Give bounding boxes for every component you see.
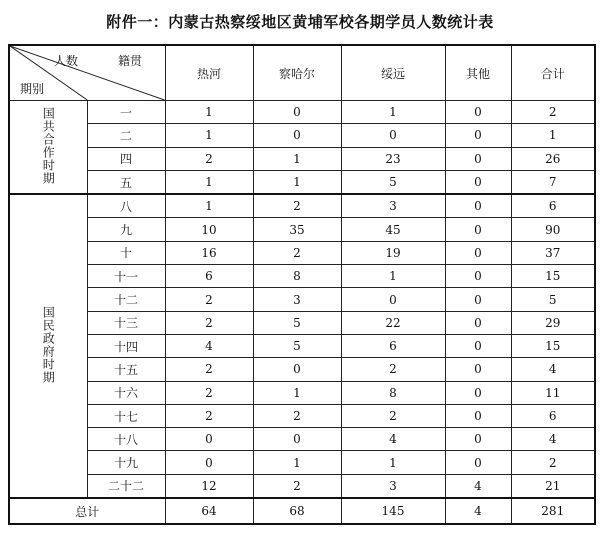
value-cell-chahar: 5 — [253, 311, 341, 334]
value-cell-chahar: 0 — [253, 124, 341, 147]
term-cell: 十六 — [87, 381, 165, 404]
value-cell-other: 0 — [445, 451, 511, 474]
value-cell-chahar: 1 — [253, 451, 341, 474]
value-cell-total: 29 — [511, 311, 595, 334]
value-cell-rehe: 2 — [165, 358, 253, 381]
value-cell-other: 0 — [445, 194, 511, 218]
value-cell-chahar: 2 — [253, 241, 341, 264]
value-cell-rehe: 2 — [165, 147, 253, 170]
value-cell-rehe: 2 — [165, 311, 253, 334]
term-cell: 十五 — [87, 358, 165, 381]
table-row — [9, 241, 595, 264]
value-cell-rehe: 4 — [165, 334, 253, 357]
total-cell-total: 281 — [511, 498, 595, 524]
value-cell-rehe: 6 — [165, 265, 253, 288]
value-cell-suiyuan: 23 — [341, 147, 445, 170]
table-row — [9, 101, 595, 124]
table-row — [9, 404, 595, 427]
value-cell-total: 5 — [511, 288, 595, 311]
value-cell-chahar: 0 — [253, 428, 341, 451]
corner-label-origin: 籍贯 — [118, 54, 143, 68]
table-row — [9, 170, 595, 194]
value-cell-chahar: 5 — [253, 334, 341, 357]
value-cell-suiyuan: 3 — [341, 474, 445, 498]
period-label: 国共合作时期 — [41, 106, 56, 185]
table-row — [9, 381, 595, 404]
term-cell: 九 — [87, 218, 165, 241]
value-cell-chahar: 0 — [253, 101, 341, 124]
value-cell-chahar: 2 — [253, 194, 341, 218]
column-header-other: 其他 — [445, 45, 511, 101]
value-cell-suiyuan: 2 — [341, 404, 445, 427]
term-cell: 二十二 — [87, 474, 165, 498]
value-cell-total: 6 — [511, 404, 595, 427]
value-cell-other: 0 — [445, 241, 511, 264]
value-cell-other: 0 — [445, 147, 511, 170]
value-cell-total: 26 — [511, 147, 595, 170]
value-cell-suiyuan: 1 — [341, 265, 445, 288]
table-row — [9, 334, 595, 357]
term-cell: 十 — [87, 241, 165, 264]
value-cell-other: 0 — [445, 404, 511, 427]
value-cell-total: 21 — [511, 474, 595, 498]
value-cell-suiyuan: 22 — [341, 311, 445, 334]
value-cell-suiyuan: 19 — [341, 241, 445, 264]
table-row — [9, 474, 595, 498]
term-cell: 十二 — [87, 288, 165, 311]
value-cell-total: 90 — [511, 218, 595, 241]
table-title: 附件一：内蒙古热察绥地区黄埔军校各期学员人数统计表 — [106, 13, 494, 31]
value-cell-suiyuan: 1 — [341, 451, 445, 474]
table-row — [9, 288, 595, 311]
term-cell: 二 — [87, 124, 165, 147]
value-cell-chahar: 3 — [253, 288, 341, 311]
value-cell-suiyuan: 0 — [341, 124, 445, 147]
column-header-suiyuan: 绥远 — [341, 45, 445, 101]
value-cell-total: 1 — [511, 124, 595, 147]
value-cell-total: 11 — [511, 381, 595, 404]
table-row — [9, 218, 595, 241]
value-cell-chahar: 0 — [253, 358, 341, 381]
value-cell-suiyuan: 8 — [341, 381, 445, 404]
corner-label-period: 期别 — [20, 82, 45, 96]
table-body — [9, 101, 595, 525]
value-cell-chahar: 1 — [253, 381, 341, 404]
value-cell-rehe: 2 — [165, 381, 253, 404]
total-cell-rehe: 64 — [165, 498, 253, 524]
value-cell-chahar: 2 — [253, 474, 341, 498]
value-cell-total: 15 — [511, 265, 595, 288]
value-cell-suiyuan: 6 — [341, 334, 445, 357]
total-cell-suiyuan: 145 — [341, 498, 445, 524]
value-cell-chahar: 1 — [253, 147, 341, 170]
value-cell-total: 15 — [511, 334, 595, 357]
value-cell-rehe: 12 — [165, 474, 253, 498]
value-cell-other: 0 — [445, 381, 511, 404]
term-cell: 八 — [87, 194, 165, 218]
term-cell: 十九 — [87, 451, 165, 474]
term-cell: 五 — [87, 170, 165, 194]
header-row — [9, 45, 595, 101]
value-cell-other: 0 — [445, 428, 511, 451]
header-corner-cell — [9, 45, 165, 101]
value-cell-other: 0 — [445, 101, 511, 124]
table-row — [9, 358, 595, 381]
term-cell: 十七 — [87, 404, 165, 427]
total-cell-other: 4 — [445, 498, 511, 524]
period-label: 国民政府时期 — [41, 305, 56, 384]
value-cell-suiyuan: 45 — [341, 218, 445, 241]
total-label: 总计 — [9, 498, 165, 524]
value-cell-other: 0 — [445, 288, 511, 311]
table-row — [9, 147, 595, 170]
value-cell-rehe: 0 — [165, 428, 253, 451]
table-row — [9, 311, 595, 334]
value-cell-suiyuan: 0 — [341, 288, 445, 311]
value-cell-chahar: 1 — [253, 170, 341, 194]
period-cell — [9, 101, 87, 195]
total-row — [9, 498, 595, 524]
value-cell-total: 7 — [511, 170, 595, 194]
value-cell-rehe: 2 — [165, 288, 253, 311]
value-cell-total: 4 — [511, 358, 595, 381]
column-header-chahar: 察哈尔 — [253, 45, 341, 101]
value-cell-suiyuan: 3 — [341, 194, 445, 218]
term-cell: 十三 — [87, 311, 165, 334]
table-row — [9, 451, 595, 474]
table-row — [9, 124, 595, 147]
value-cell-rehe: 1 — [165, 170, 253, 194]
period-cell — [9, 194, 87, 498]
value-cell-rehe: 10 — [165, 218, 253, 241]
term-cell: 一 — [87, 101, 165, 124]
table-row — [9, 428, 595, 451]
value-cell-rehe: 1 — [165, 124, 253, 147]
value-cell-suiyuan: 1 — [341, 101, 445, 124]
statistics-table — [8, 44, 596, 525]
table-row — [9, 265, 595, 288]
value-cell-total: 6 — [511, 194, 595, 218]
value-cell-rehe: 0 — [165, 451, 253, 474]
column-header-rehe: 热河 — [165, 45, 253, 101]
value-cell-total: 4 — [511, 428, 595, 451]
value-cell-other: 0 — [445, 170, 511, 194]
value-cell-other: 4 — [445, 474, 511, 498]
term-cell: 四 — [87, 147, 165, 170]
value-cell-rehe: 1 — [165, 194, 253, 218]
value-cell-total: 37 — [511, 241, 595, 264]
value-cell-other: 0 — [445, 334, 511, 357]
corner-label-people: 人数 — [54, 54, 79, 68]
term-cell: 十一 — [87, 265, 165, 288]
value-cell-other: 0 — [445, 311, 511, 334]
value-cell-suiyuan: 2 — [341, 358, 445, 381]
value-cell-suiyuan: 5 — [341, 170, 445, 194]
table-row — [9, 194, 595, 218]
column-header-total: 合计 — [511, 45, 595, 101]
value-cell-total: 2 — [511, 101, 595, 124]
value-cell-rehe: 1 — [165, 101, 253, 124]
value-cell-other: 0 — [445, 218, 511, 241]
value-cell-total: 2 — [511, 451, 595, 474]
value-cell-other: 0 — [445, 265, 511, 288]
value-cell-chahar: 8 — [253, 265, 341, 288]
value-cell-other: 0 — [445, 124, 511, 147]
value-cell-chahar: 2 — [253, 404, 341, 427]
term-cell: 十八 — [87, 428, 165, 451]
value-cell-other: 0 — [445, 358, 511, 381]
total-cell-chahar: 68 — [253, 498, 341, 524]
value-cell-suiyuan: 4 — [341, 428, 445, 451]
value-cell-chahar: 35 — [253, 218, 341, 241]
value-cell-rehe: 16 — [165, 241, 253, 264]
term-cell: 十四 — [87, 334, 165, 357]
value-cell-rehe: 2 — [165, 404, 253, 427]
